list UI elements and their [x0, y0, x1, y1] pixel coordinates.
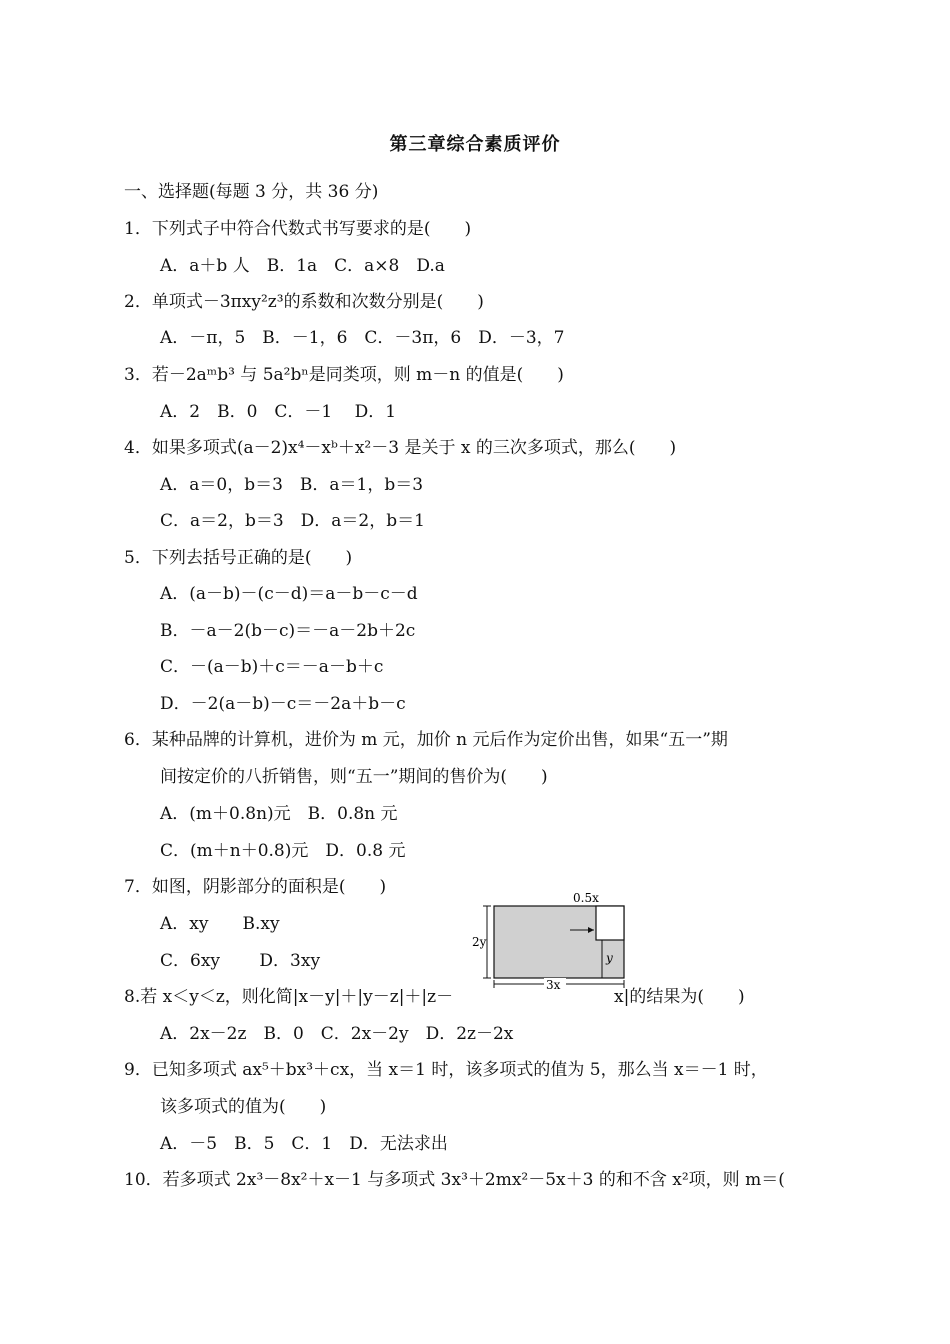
question-6-line1: 6．某种品牌的计算机，进价为 m 元，加价 n 元后作为定价出售，如果“五一”期 — [124, 730, 728, 750]
question-9-line1: 9．已知多项式 ax⁵＋bx³＋cx，当 x＝1 时，该多项式的值为 5，那么当 x＝－1 时， — [124, 1060, 768, 1080]
label-3x: 3x — [546, 978, 561, 992]
question-9-line2: 该多项式的值为( ) — [160, 1097, 327, 1117]
question-5-option-b: B．－a－2(b－c)＝－a－2b＋2c — [160, 621, 416, 641]
question-7-options-row2: C．6xy D．3xy — [160, 951, 321, 971]
question-5-option-a: A．(a－b)－(c－d)＝a－b－c－d — [160, 584, 418, 604]
question-5: 5．下列去括号正确的是( ) — [124, 548, 353, 568]
question-8-options: A．2x－2z B．0 C．2x－2y D．2z－2x — [160, 1024, 514, 1044]
question-10: 10．若多项式 2x³－8x²＋x－1 与多项式 3x³＋2mx²－5x＋3 的和不含 x²项，则 m＝( — [124, 1170, 785, 1190]
question-4-options-row2: C．a＝2，b＝3 D．a＝2，b＝1 — [160, 511, 425, 531]
question-5-option-c: C．－(a－b)＋c＝－a－b＋c — [160, 657, 384, 677]
question-7-options-row1: A．xy B.xy — [160, 914, 280, 934]
question-3: 3．若－2aᵐb³ 与 5a²bⁿ是同类项，则 m－n 的值是( ) — [124, 365, 564, 385]
question-4-options-row1: A．a＝0，b＝3 B．a＝1，b＝3 — [160, 475, 424, 495]
question-1: 1．下列式子中符合代数式书写要求的是( ) — [124, 219, 472, 239]
label-y: y — [606, 951, 613, 965]
question-6-line2: 间按定价的八折销售，则“五一”期间的售价为( ) — [160, 767, 548, 787]
question-1-options: A．a＋b 人 B．1a C．a×8 D.a — [160, 256, 445, 276]
question-7: 7．如图，阴影部分的面积是( ) — [124, 877, 387, 897]
question-2: 2．单项式－3πxy²z³的系数和次数分别是( ) — [124, 292, 484, 312]
question-8-left: 8.若 x＜y＜z，则化简|x－y|＋|y－z|＋|z－ — [124, 987, 454, 1007]
shaded-area-figure — [470, 888, 630, 994]
cutout-rect — [596, 906, 624, 940]
label-2y: 2y — [472, 935, 487, 949]
section-heading: 一、选择题(每题 3 分，共 36 分) — [124, 182, 379, 202]
question-6-options-row1: A．(m＋0.8n)元 B．0.8n 元 — [160, 804, 398, 824]
question-4: 4．如果多项式(a－2)x⁴－xᵇ＋x²－3 是关于 x 的三次多项式，那么( ) — [124, 438, 677, 458]
question-9-options: A．－5 B．5 C．1 D．无法求出 — [160, 1134, 448, 1154]
question-5-option-d: D．－2(a－b)－c＝－2a＋b－c — [160, 694, 406, 714]
question-3-options: A．2 B．0 C．－1 D．1 — [160, 402, 397, 422]
page-title: 第三章综合素质评价 — [389, 134, 561, 155]
question-6-options-row2: C．(m＋n＋0.8)元 D．0.8 元 — [160, 841, 406, 861]
question-2-options: A．－π，5 B．－1，6 C．－3π，6 D．－3，7 — [160, 328, 565, 348]
label-0-5x: 0.5x — [573, 891, 599, 905]
question-8-right: x|的结果为( ) — [614, 987, 745, 1007]
